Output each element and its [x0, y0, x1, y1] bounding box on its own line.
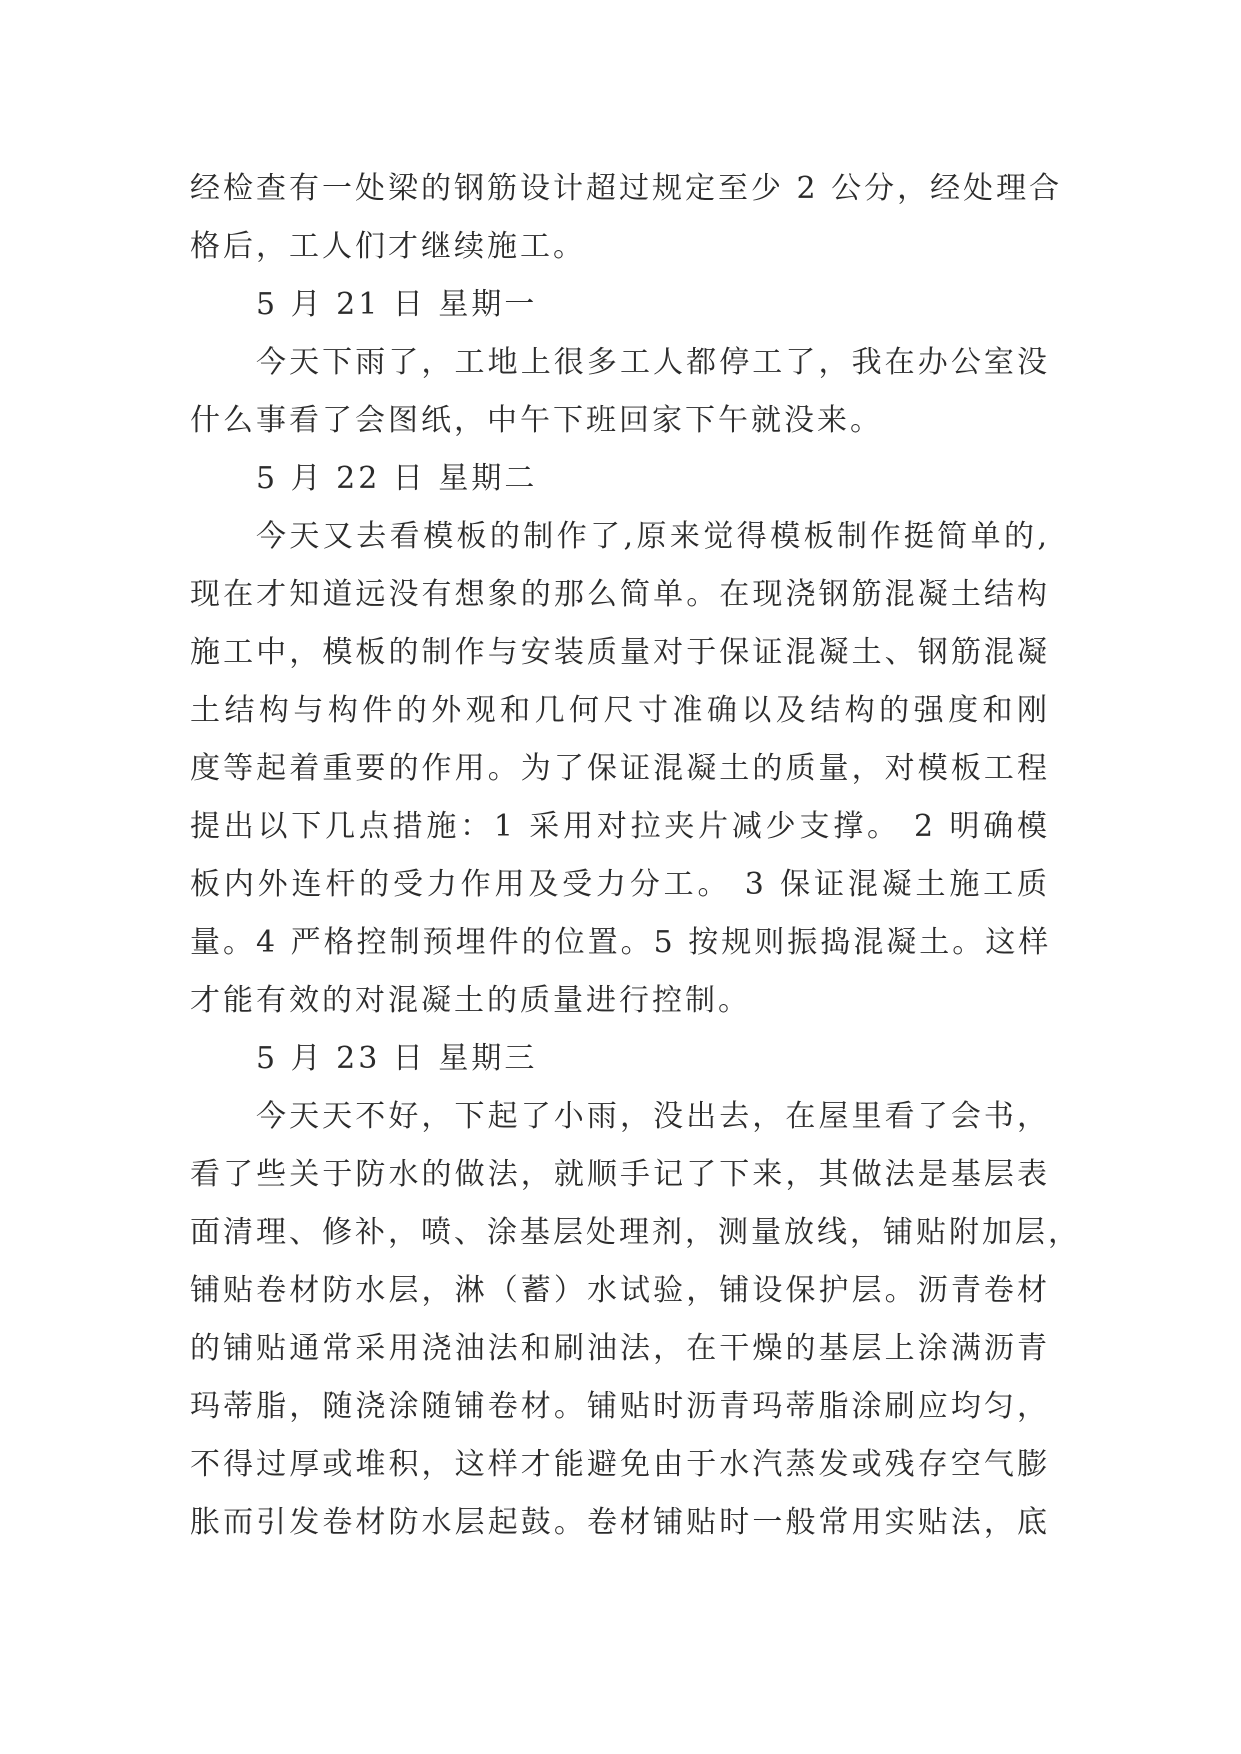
paragraph-body — [190, 1088, 1081, 1552]
paragraph-body — [190, 508, 1050, 1030]
text-line: 什么事看了会图纸，中午下班回家下午就没来。 — [190, 403, 883, 438]
document-page — [190, 160, 1081, 1552]
text-line: 施工中，模板的制作与安装质量对于保证混凝土、钢筋混凝 — [190, 635, 1050, 670]
diary-date-heading: 5 月 23 日 星期三 — [256, 1041, 538, 1076]
text-line: 才能有效的对混凝土的质量进行控制。 — [190, 983, 751, 1018]
text-line: 提出以下几点措施：1 采用对拉夹片减少支撑。 2 明确模 — [190, 809, 1050, 844]
text-line: 量。4 严格控制预埋件的位置。5 按规则振捣混凝土。这样 — [190, 925, 1052, 960]
text-line: 看了些关于防水的做法，就顺手记了下来，其做法是基层表 — [190, 1157, 1050, 1192]
text-line: 度等起着重要的作用。为了保证混凝土的质量，对模板工程 — [190, 751, 1050, 786]
text-line: 现在才知道远没有想象的那么简单。在现浇钢筋混凝土结构 — [190, 577, 1050, 612]
text-line: 玛蒂脂，随浇涂随铺卷材。铺贴时沥青玛蒂脂涂刷应均匀， — [190, 1389, 1050, 1424]
text-line: 板内外连杆的受力作用及受力分工。 3 保证混凝土施工质 — [190, 867, 1050, 902]
text-line: 的铺贴通常采用浇油法和刷油法，在干燥的基层上涂满沥青 — [190, 1331, 1050, 1366]
text-line: 不得过厚或堆积，这样才能避免由于水汽蒸发或残存空气膨 — [190, 1447, 1050, 1482]
text-line: 经检查有一处梁的钢筋设计超过规定至少 2 公分，经处理合 — [190, 171, 1063, 206]
text-line: 今天天不好，下起了小雨，没出去，在屋里看了会书， — [256, 1099, 1050, 1134]
text-line: 土结构与构件的外观和几何尺寸准确以及结构的强度和刚 — [190, 693, 1050, 728]
text-line: 铺贴卷材防水层，淋（蓄）水试验，铺设保护层。沥青卷材 — [190, 1273, 1050, 1308]
text-line: 格后，工人们才继续施工。 — [190, 229, 586, 264]
diary-date-heading: 5 月 22 日 星期二 — [256, 461, 538, 496]
paragraph-continuation — [190, 160, 1063, 276]
text-line: 今天下雨了，工地上很多工人都停工了，我在办公室没 — [256, 345, 1050, 380]
text-line: 今天又去看模板的制作了,原来觉得模板制作挺简单的, — [256, 519, 1050, 554]
paragraph-body — [190, 334, 1050, 450]
diary-date-heading: 5 月 21 日 星期一 — [256, 287, 538, 322]
text-line: 胀而引发卷材防水层起鼓。卷材铺贴时一般常用实贴法，底 — [190, 1505, 1050, 1540]
text-line: 面清理、修补，喷、涂基层处理剂，测量放线，铺贴附加层， — [190, 1215, 1081, 1250]
